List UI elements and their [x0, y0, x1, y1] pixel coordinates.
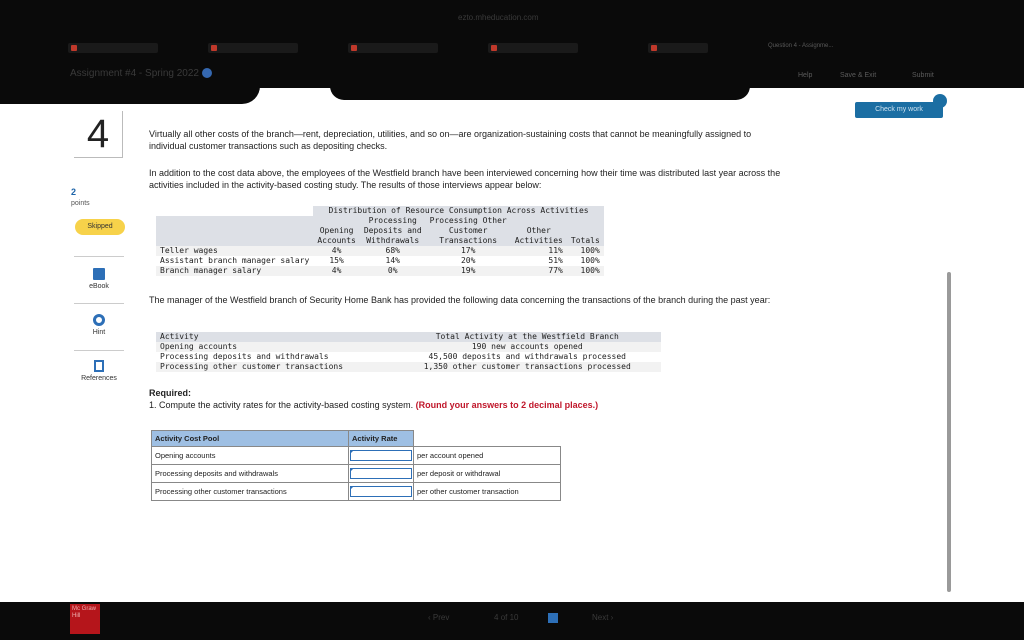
table-row [156, 342, 661, 352]
help-link[interactable]: Help [798, 72, 813, 79]
assignment-title: Assignment #4 - Spring 2022 [70, 68, 212, 79]
cell-deposits: 0% [387, 266, 398, 275]
total-activity-header: Total Activity at the Westfield Branch [435, 332, 619, 341]
lifebuoy-icon [93, 314, 105, 326]
activity-rate-header: Activity Rate [349, 431, 414, 447]
check-work-count-badge [933, 94, 947, 108]
divider [74, 350, 124, 351]
table-row [156, 266, 604, 276]
header-opening-3: Accounts [317, 236, 356, 245]
table-row [156, 256, 604, 266]
tab-favicon-icon [71, 45, 77, 51]
activity-total: 1,350 other customer transactions processed [423, 362, 631, 371]
row-label: Teller wages [160, 246, 218, 255]
cost-pool-name: Opening accounts [152, 447, 349, 465]
header-otheract-2: Other [526, 226, 551, 235]
activity-total: 45,500 deposits and withdrawals processed [428, 352, 626, 361]
document-icon [94, 360, 104, 372]
question-number: 4 [74, 111, 123, 158]
cell-othertx: 20% [460, 256, 476, 265]
info-icon[interactable] [202, 68, 212, 78]
cell-opening: 15% [329, 256, 344, 265]
browser-tab[interactable] [68, 43, 158, 53]
header-opening-1 [313, 216, 360, 226]
header-othertx-2: Customer [448, 226, 488, 235]
tab-favicon-icon [211, 45, 217, 51]
intro-paragraph: Virtually all other costs of the branch—rent, depreciation, utilities, and so on—are organization-sustaining costs that cannot be meaningfully assigned to individual customer transactions such as depositing checks. [149, 129, 752, 151]
header-deposits-2: Deposits and [363, 226, 422, 235]
table-row [156, 246, 604, 256]
header-deposits-1: Processing [368, 216, 417, 225]
activity-name: Opening accounts [160, 342, 238, 351]
cost-pool-header: Activity Cost Pool [152, 431, 349, 447]
scrollbar[interactable] [947, 272, 951, 592]
hint-button[interactable] [74, 314, 124, 336]
activity-name: Processing other customer transactions [160, 362, 344, 371]
activity-table [156, 332, 661, 372]
distribution-table [156, 206, 604, 276]
activity-total: 190 new accounts opened [471, 342, 583, 351]
browser-tab-active[interactable]: Question 4 - Assignme... [768, 43, 834, 49]
unit-header [414, 431, 561, 447]
header-opening-2: Opening [319, 226, 354, 235]
cell-total: 100% [580, 246, 600, 255]
tab-favicon-icon [651, 45, 657, 51]
row-label: Assistant branch manager salary [160, 256, 310, 265]
requirement-1: 1. Compute the activity rates for the activity-based costing system. (Round your answers to 2 decimal places.) [149, 400, 599, 410]
check-my-work-button[interactable]: Check my work [855, 102, 943, 118]
cell-total: 100% [580, 256, 600, 265]
status-badge: Skipped [75, 219, 125, 235]
points-value: 2 [71, 187, 77, 197]
page-indicator: 4 of 10 [494, 613, 519, 622]
table-row [152, 465, 561, 483]
url-bar[interactable]: ezto.mheducation.com [458, 13, 539, 22]
cost-pool-name: Processing other customer transactions [152, 483, 349, 501]
header-totals-2 [567, 226, 604, 236]
header-othertx-3: Transactions [439, 236, 498, 245]
header-othertx-1: Processing Other [429, 216, 507, 225]
rounding-note: (Round your answers to 2 decimal places.) [415, 400, 599, 410]
redaction-mask [330, 86, 750, 100]
header-deposits-3: Withdrawals [366, 236, 420, 245]
points-label: points [71, 200, 90, 207]
activity-rate-input[interactable] [350, 486, 412, 497]
table-row [156, 362, 661, 372]
cell-othertx: 19% [460, 266, 476, 275]
header-totals-3: Totals [570, 236, 600, 245]
activity-header: Activity [160, 332, 199, 341]
cell-otheract: 11% [548, 246, 563, 255]
rate-unit: per other customer transaction [414, 483, 561, 501]
activity-name: Processing deposits and withdrawals [160, 352, 329, 361]
cell-deposits: 68% [385, 246, 400, 255]
references-label: References [81, 375, 117, 382]
cell-opening: 4% [331, 246, 342, 255]
rate-unit: per deposit or withdrawal [414, 465, 561, 483]
distribution-title: Distribution of Resource Consumption Across Activities [313, 206, 603, 216]
browser-tab[interactable] [208, 43, 298, 53]
cell-opening: 4% [331, 266, 342, 275]
table-row [156, 352, 661, 362]
answer-table [151, 430, 561, 501]
cost-pool-name: Processing deposits and withdrawals [152, 465, 349, 483]
cell-otheract: 77% [548, 266, 563, 275]
activity-rate-input[interactable] [350, 450, 412, 461]
hint-label: Hint [92, 329, 106, 336]
redaction-mask [0, 86, 260, 104]
submit-link[interactable]: Submit [912, 72, 934, 79]
manager-paragraph: The manager of the Westfield branch of Security Home Bank has provided the following data concerning the transactions of the branch during the past year: [149, 295, 771, 305]
cell-total: 100% [580, 266, 600, 275]
cell-otheract: 51% [548, 256, 563, 265]
ebook-button[interactable] [74, 268, 124, 290]
activity-rate-input[interactable] [350, 468, 412, 479]
tab-favicon-icon [491, 45, 497, 51]
references-button[interactable] [74, 360, 124, 382]
next-button[interactable]: Next › [592, 613, 614, 622]
cell-deposits: 14% [385, 256, 400, 265]
browser-tab[interactable] [648, 43, 708, 53]
save-exit-link[interactable]: Save & Exit [840, 72, 877, 79]
prev-button[interactable]: ‹ Prev [428, 613, 450, 622]
interview-paragraph: In addition to the cost data above, the employees of the Westfield branch have been interviewed concerning how their time was distributed last year across the activities included in the activity-based costing study. The results of those interviews appear below: [149, 168, 781, 190]
divider [74, 256, 124, 257]
ebook-label: eBook [89, 283, 109, 290]
tab-favicon-icon [351, 45, 357, 51]
book-icon [93, 268, 105, 280]
browser-tab[interactable] [488, 43, 578, 53]
table-row [152, 483, 561, 501]
header-totals-1 [567, 216, 604, 226]
rate-unit: per account opened [414, 447, 561, 465]
divider [74, 303, 124, 304]
grid-icon[interactable] [548, 613, 558, 623]
header-otheract-3: Activities [514, 236, 563, 245]
browser-tab[interactable] [348, 43, 438, 53]
table-row [152, 447, 561, 465]
row-label: Branch manager salary [160, 266, 262, 275]
mcgraw-hill-logo: Mc Graw Hill [70, 604, 100, 634]
header-otheract-1 [511, 216, 567, 226]
required-heading: Required: [149, 388, 192, 398]
cell-othertx: 17% [460, 246, 476, 255]
